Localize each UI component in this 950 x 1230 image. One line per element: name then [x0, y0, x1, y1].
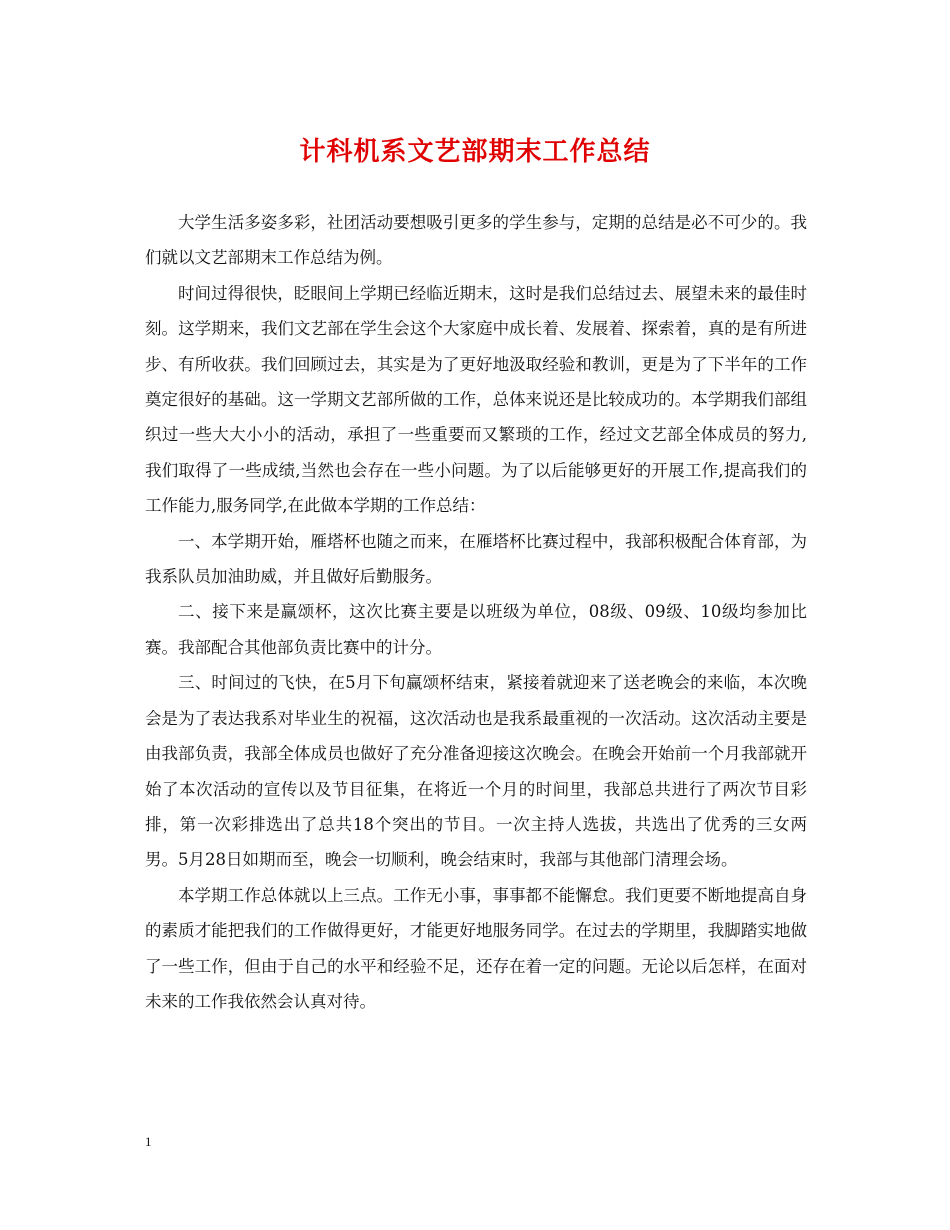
- paragraph-conclusion: 本学期工作总体就以上三点。工作无小事，事事都不能懈怠。我们更要不断地提高自身的素质才能把我们的工作做得更好，才能更好地服务同学。在过去的学期里，我脚踏实地做了一些工作，但由于自己的水平和经验不足，还存在着一定的问题。无论以后怎样，在面对未来的工作我依然会认真对待。: [145, 885, 807, 1011]
- paragraph-intro: 大学生活多姿多彩，社团活动要想吸引更多的学生参与，定期的总结是必不可少的。我们就以文艺部期末工作总结为例。: [145, 213, 807, 268]
- paragraph-item-one: 一、本学期开始，雁塔杯也随之而来，在雁塔杯比赛过程中，我部积极配合体育部，为我系队员加油助威，并且做好后勤服务。: [145, 531, 807, 587]
- document-body: [145, 205, 807, 1019]
- page-number: 1: [145, 1134, 152, 1149]
- paragraph-overview: 时间过得很快，眨眼间上学期已经临近期末，这时是我们总结过去、展望未来的最佳时刻。这学期来，我们文艺部在学生会这个大家庭中成长着、发展着、探索着，真的是有所进步、有所收获。我们回顾过去，其实是为了更好地汲取经验和教训，更是为了下半年的工作奠定很好的基础。这一学期文艺部所做的工作，总体来说还是比较成功的。本学期我们部组织过一些大大小小的活动，承担了一些重要而又繁琐的工作，经过文艺部全体成员的努力,我们取得了一些成绩,当然也会存在一些小问题。为了以后能够更好的开展工作,提高我们的工作能力,服务同学,在此做本学期的工作总结：: [145, 283, 807, 516]
- document-title: 计科机系文艺部期末工作总结: [299, 137, 651, 167]
- paragraph-item-two: 二、接下来是赢颂杯，这次比赛主要是以班级为单位，08级、09级、10级均参加比赛。我部配合其他部负责比赛中的计分。: [145, 602, 807, 657]
- paragraph-item-three: 三、时间过的飞快，在5月下旬赢颂杯结束，紧接着就迎来了送老晚会的来临，本次晚会是为了表达我系对毕业生的祝福，这次活动也是我系最重视的一次活动。这次活动主要是由我部负责，我部全体成员也做好了充分准备迎接这次晚会。在晚会开始前一个月我部就开始了本次活动的宣传以及节目征集，在将近一个月的时间里，我部总共进行了两次节目彩排，第一次彩排选出了总共18个突出的节目。一次主持人选拔，共选出了优秀的三女两男。5月28日如期而至，晚会一切顺利，晚会结束时，我部与其他部门清理会场。: [145, 673, 807, 870]
